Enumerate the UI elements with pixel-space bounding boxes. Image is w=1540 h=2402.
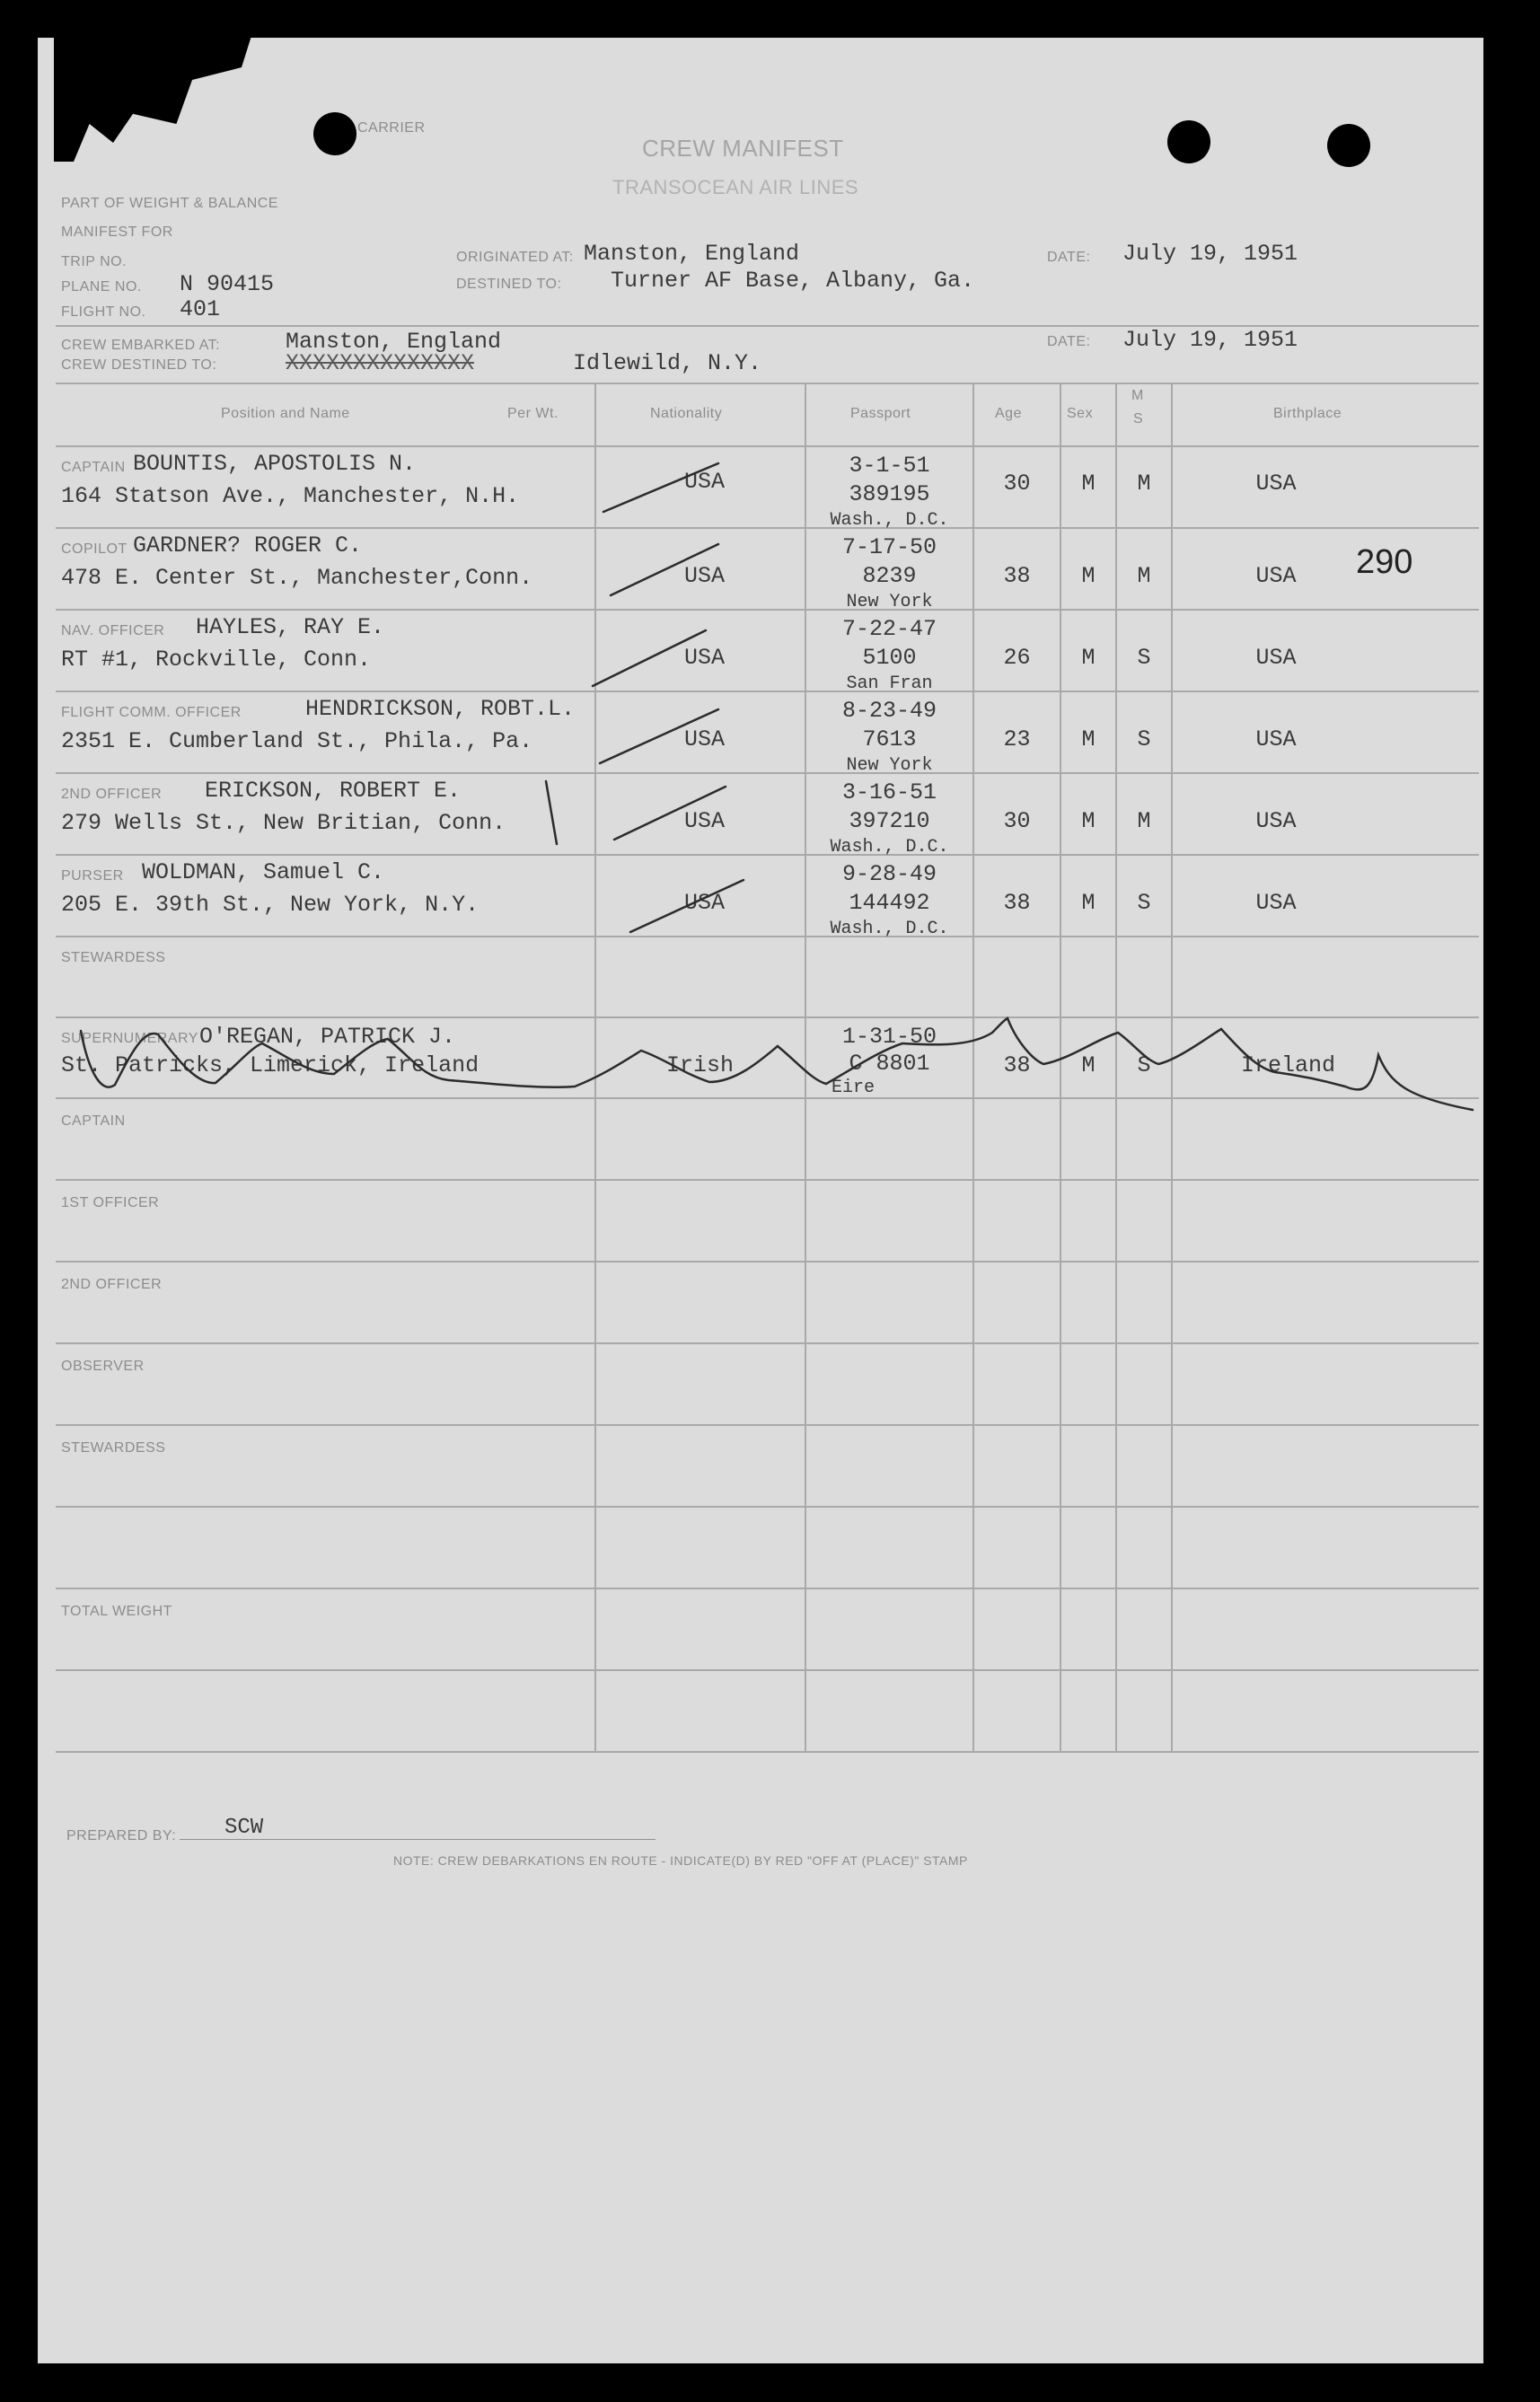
crew-row-1-age: 30 bbox=[1003, 471, 1031, 497]
date-label: DATE: bbox=[1047, 250, 1091, 265]
destined-value: Turner AF Base, Albany, Ga. bbox=[611, 268, 975, 294]
form-title: CREW MANIFEST bbox=[642, 135, 844, 162]
lower-observer-label: OBSERVER bbox=[61, 1359, 145, 1374]
col-position-name: Position and Name bbox=[221, 406, 350, 421]
crew-row-5-passport-date: 3-16-51 bbox=[841, 779, 937, 805]
crew-row-1-passport-place: Wash., D.C. bbox=[830, 510, 949, 531]
crew-row-5-passport-place: Wash., D.C. bbox=[830, 837, 949, 858]
crew-row-3-sex: M bbox=[1081, 645, 1096, 671]
supernumerary-passport-date: 1-31-50 bbox=[841, 1024, 937, 1050]
crew-row-6-sex: M bbox=[1081, 890, 1096, 916]
crew-embarked-label: CREW EMBARKED AT: bbox=[61, 338, 221, 353]
lower-captain-label: CAPTAIN bbox=[61, 1113, 126, 1129]
crew-row-4-name: HENDRICKSON, ROBT.L. bbox=[305, 696, 576, 722]
plane-no-value: N 90415 bbox=[180, 271, 275, 297]
crew-row-3-nationality: USA bbox=[684, 645, 726, 671]
punch-hole-middle bbox=[1167, 120, 1210, 163]
crew-row-4-age: 23 bbox=[1003, 726, 1031, 752]
page-number: 290 bbox=[1356, 543, 1413, 581]
crew-row-6-age: 38 bbox=[1003, 890, 1031, 916]
supernumerary-position: SUPERNUMERARY bbox=[61, 1031, 198, 1046]
supernumerary-passport-place: Eire bbox=[832, 1078, 876, 1098]
crew-row-4-birthplace: USA bbox=[1255, 726, 1297, 752]
supernumerary-birthplace: Ireland bbox=[1241, 1052, 1336, 1078]
crew-row-1-name: BOUNTIS, APOSTOLIS N. bbox=[133, 451, 417, 477]
crew-row-2-passport-date: 7-17-50 bbox=[841, 534, 937, 560]
crew-row-6-nationality: USA bbox=[684, 890, 726, 916]
col-sex: Sex bbox=[1067, 406, 1094, 421]
crew-row-1-ms: M bbox=[1137, 471, 1151, 497]
crew-row-4-passport-date: 8-23-49 bbox=[841, 698, 937, 724]
col-per-wt: Per Wt. bbox=[507, 406, 559, 421]
crew-destined-label: CREW DESTINED TO: bbox=[61, 357, 217, 373]
crew-row-4-ms: S bbox=[1137, 726, 1151, 752]
supernumerary-nationality: Irish bbox=[666, 1052, 735, 1078]
crew-row-2-passport-no: 8239 bbox=[862, 563, 917, 589]
crew-row-6-address: 205 E. 39th St., New York, N.Y. bbox=[61, 892, 480, 918]
lower-2nd-officer-label: 2ND OFFICER bbox=[61, 1277, 163, 1292]
crew-row-1-birthplace: USA bbox=[1255, 471, 1297, 497]
crew-row-2-sex: M bbox=[1081, 563, 1096, 589]
date2-label: DATE: bbox=[1047, 334, 1091, 349]
originated-value: Manston, England bbox=[584, 241, 800, 267]
flight-no-value: 401 bbox=[180, 296, 221, 322]
originated-label: ORIGINATED AT: bbox=[456, 250, 574, 265]
form-subtitle: TRANSOCEAN AIR LINES bbox=[612, 176, 859, 198]
trip-no-label: TRIP NO. bbox=[61, 254, 128, 269]
supernumerary-age: 38 bbox=[1003, 1052, 1031, 1078]
crew-row-3-birthplace: USA bbox=[1255, 645, 1297, 671]
crew-row-2-name: GARDNER? ROGER C. bbox=[133, 532, 363, 559]
crew-row-4-position: FLIGHT COMM. OFFICER bbox=[61, 705, 242, 720]
lower-stewardess-label: STEWARDESS bbox=[61, 1440, 166, 1456]
crew-row-4-sex: M bbox=[1081, 726, 1096, 752]
crew-row-6-passport-date: 9-28-49 bbox=[841, 861, 937, 887]
crew-row-1-address: 164 Statson Ave., Manchester, N.H. bbox=[61, 483, 520, 509]
part-of-label: PART OF WEIGHT & BALANCE bbox=[61, 196, 278, 211]
crew-row-3-passport-date: 7-22-47 bbox=[841, 616, 937, 642]
crew-row-2-ms: M bbox=[1137, 563, 1151, 589]
crew-row-5-position: 2ND OFFICER bbox=[61, 787, 163, 802]
col-nationality: Nationality bbox=[650, 406, 723, 421]
crew-row-4-nationality: USA bbox=[684, 726, 726, 752]
col-m: M bbox=[1131, 388, 1144, 403]
crew-row-3-position: NAV. OFFICER bbox=[61, 623, 165, 638]
col-s: S bbox=[1133, 411, 1144, 427]
prepared-by-label: PREPARED BY: bbox=[66, 1828, 177, 1843]
crew-row-1-sex: M bbox=[1081, 471, 1096, 497]
crew-row-3-passport-place: San Fran bbox=[846, 673, 933, 694]
crew-row-3-ms: S bbox=[1137, 645, 1151, 671]
crew-embarked-value: Manston, England bbox=[286, 329, 502, 355]
manifest-for-label: MANIFEST FOR bbox=[61, 224, 173, 240]
crew-row-3-name: HAYLES, RAY E. bbox=[196, 614, 385, 640]
supernumerary-address: St. Patricks, Limerick, Ireland bbox=[61, 1052, 480, 1078]
crew-row-1-position: CAPTAIN bbox=[61, 460, 126, 475]
crew-row-3-address: RT #1, Rockville, Conn. bbox=[61, 647, 372, 673]
footer-note: NOTE: CREW DEBARKATIONS EN ROUTE - INDICATE(D) BY RED "OFF AT (PLACE)" STAMP bbox=[393, 1853, 968, 1868]
crew-row-6-name: WOLDMAN, Samuel C. bbox=[142, 859, 385, 885]
crew-row-6-position: PURSER bbox=[61, 868, 124, 884]
crew-row-4-address: 2351 E. Cumberland St., Phila., Pa. bbox=[61, 728, 533, 754]
crew-row-6-passport-no: 144492 bbox=[849, 890, 930, 916]
col-birthplace: Birthplace bbox=[1273, 406, 1342, 421]
crew-destined-struck: XXXXXXXXXXXXXX bbox=[286, 350, 475, 376]
crew-row-4-passport-no: 7613 bbox=[862, 726, 917, 752]
crew-row-4-passport-place: New York bbox=[846, 755, 933, 776]
crew-row-1-passport-no: 389195 bbox=[849, 481, 930, 507]
col-passport: Passport bbox=[850, 406, 911, 421]
prepared-by-value: SCW bbox=[224, 1816, 264, 1840]
crew-row-5-nationality: USA bbox=[684, 808, 726, 834]
stewardess-label: STEWARDESS bbox=[61, 950, 166, 965]
crew-row-2-passport-place: New York bbox=[846, 592, 933, 612]
destined-label: DESTINED TO: bbox=[456, 277, 562, 292]
crew-row-3-passport-no: 5100 bbox=[862, 645, 917, 671]
crew-row-2-position: COPILOT bbox=[61, 541, 128, 557]
crew-row-2-address: 478 E. Center St., Manchester,Conn. bbox=[61, 565, 533, 591]
col-age: Age bbox=[995, 406, 1022, 421]
crew-row-6-passport-place: Wash., D.C. bbox=[830, 919, 949, 939]
punch-hole-right bbox=[1327, 124, 1370, 167]
crew-row-5-age: 30 bbox=[1003, 808, 1031, 834]
crew-row-5-ms: M bbox=[1137, 808, 1151, 834]
crew-row-5-passport-no: 397210 bbox=[849, 808, 930, 834]
flight-no-label: FLIGHT NO. bbox=[61, 304, 146, 320]
crew-row-1-nationality: USA bbox=[684, 469, 726, 495]
crew-row-1-passport-date: 3-1-51 bbox=[849, 453, 930, 479]
crew-row-5-address: 279 Wells St., New Britian, Conn. bbox=[61, 810, 506, 836]
punch-hole-left bbox=[313, 112, 356, 155]
total-weight-label: TOTAL WEIGHT bbox=[61, 1604, 172, 1619]
supernumerary-ms: S bbox=[1137, 1052, 1151, 1078]
crew-row-5-sex: M bbox=[1081, 808, 1096, 834]
crew-row-2-age: 38 bbox=[1003, 563, 1031, 589]
lower-1st-officer-label: 1ST OFFICER bbox=[61, 1195, 160, 1210]
date2-value: July 19, 1951 bbox=[1122, 327, 1298, 353]
date-value: July 19, 1951 bbox=[1122, 241, 1298, 267]
supernumerary-sex: M bbox=[1081, 1052, 1096, 1078]
manifest-sheet bbox=[38, 38, 1483, 2363]
crew-row-6-birthplace: USA bbox=[1255, 890, 1297, 916]
carrier-label: CARRIER bbox=[357, 120, 426, 136]
supernumerary-name: O'REGAN, PATRICK J. bbox=[199, 1024, 456, 1050]
crew-destined-value: Idlewild, N.Y. bbox=[573, 350, 762, 376]
crew-row-5-name: ERICKSON, ROBERT E. bbox=[205, 778, 462, 804]
crew-row-5-birthplace: USA bbox=[1255, 808, 1297, 834]
plane-no-label: PLANE NO. bbox=[61, 279, 142, 295]
crew-row-6-ms: S bbox=[1137, 890, 1151, 916]
crew-row-2-birthplace: USA bbox=[1255, 563, 1297, 589]
crew-row-2-nationality: USA bbox=[684, 563, 726, 589]
crew-row-3-age: 26 bbox=[1003, 645, 1031, 671]
supernumerary-passport-no: C 8801 bbox=[849, 1051, 930, 1077]
